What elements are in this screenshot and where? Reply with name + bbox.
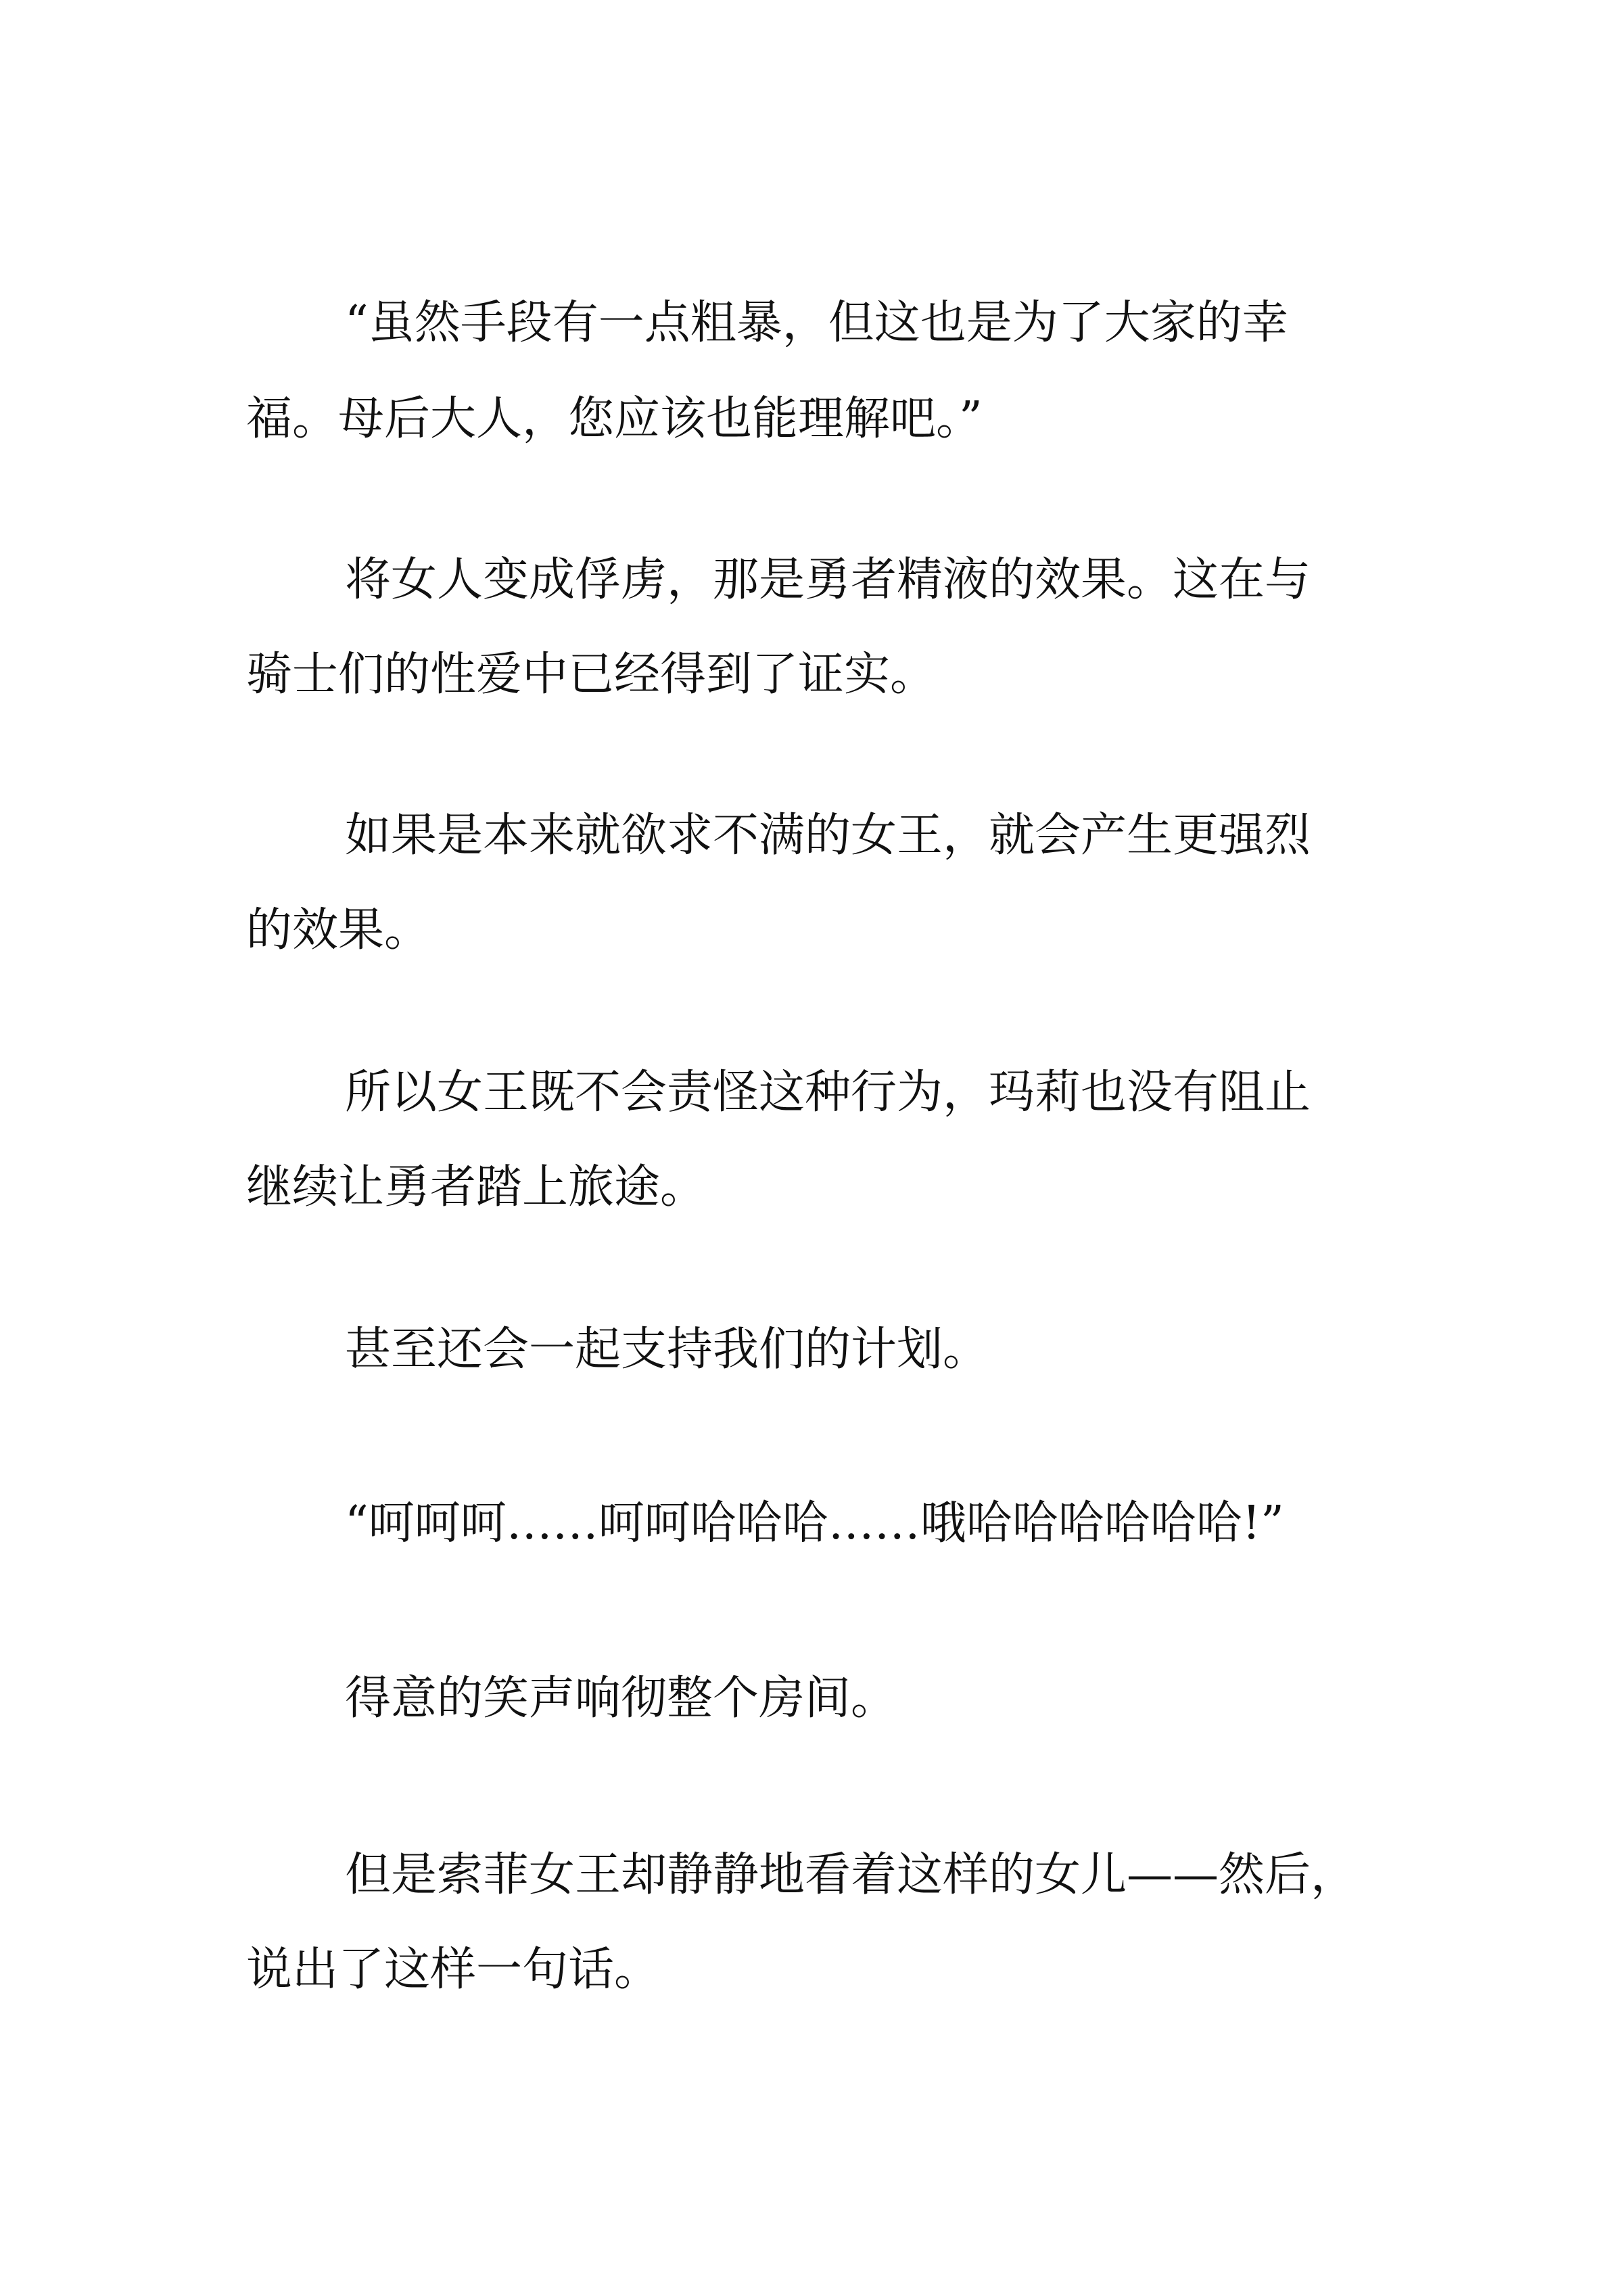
paragraph-1-line-1: “虽然手段有一点粗暴，但这也是为了大家的幸 (345, 296, 1288, 350)
paragraph-3-line-1: 如果是本来就欲求不满的女王，就会产生更强烈 (345, 809, 1311, 862)
paragraph-8-line-1: 但是索菲女王却静静地看着这样的女儿——然后， (345, 1848, 1357, 1902)
paragraph-4-line-1: 所以女王既不会责怪这种行为，玛莉也没有阻止 (345, 1066, 1311, 1119)
paragraph-1-line-2: 福。母后大人，您应该也能理解吧。” (246, 392, 983, 446)
paragraph-5-line-1: 甚至还会一起支持我们的计划。 (345, 1323, 989, 1376)
paragraph-8-line-2: 说出了这样一句话。 (246, 1943, 661, 1996)
paragraph-6-line-1: “呵呵呵……呵呵哈哈哈……哦哈哈哈哈哈哈!” (345, 1497, 1284, 1550)
paragraph-3-line-2: 的效果。 (246, 904, 431, 957)
paragraph-2-line-2: 骑士们的性爱中已经得到了证实。 (246, 648, 937, 701)
paragraph-4-line-2: 继续让勇者踏上旅途。 (246, 1161, 707, 1214)
paragraph-7-line-1: 得意的笑声响彻整个房间。 (345, 1672, 897, 1725)
paragraph-2-line-1: 将女人变成俘虏，那是勇者精液的效果。这在与 (345, 553, 1311, 607)
